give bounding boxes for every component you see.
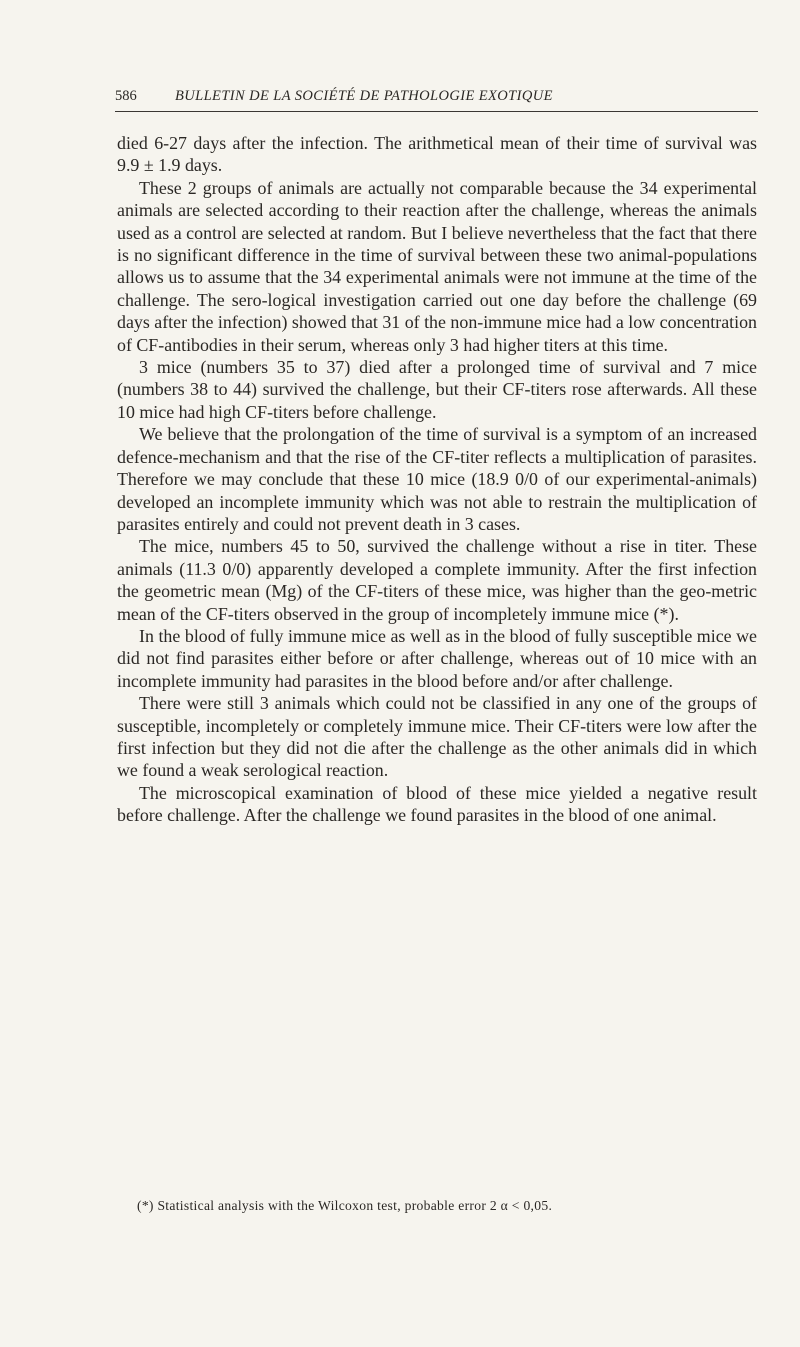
paragraph: We believe that the prolongation of the time of survival is a symptom of an increased defence-mechanism and that the rise of the CF-titer reflects a multiplication of parasites. Therefore we may conclude that these 10 mice (18.9 0/0 of our experimental-animals) developed an incomplete immunity which was not able to restrain the multiplication of parasites entirely and could not prevent death in 3 cases.	[117, 424, 757, 534]
footnote: (*) Statistical analysis with the Wilcoxon test, probable error 2 α < 0,05.	[137, 1198, 553, 1213]
paragraph: In the blood of fully immune mice as well as in the blood of fully susceptible mice we did not find parasites either before or after challenge, whereas out of 10 mice with an incomplete immunity had parasites in the blood before and/or after challenge.	[117, 625, 757, 691]
paragraph: died 6-27 days after the infection. The arithmetical mean of their time of survival was 9.9 ± 1.9 days.	[117, 133, 757, 176]
body-text	[117, 132, 757, 827]
page-header	[115, 88, 758, 112]
paragraph: The microscopical examination of blood of these mice yielded a negative result before challenge. After the challenge we found parasites in the blood of one animal.	[117, 782, 757, 826]
page-number: 586	[115, 88, 137, 104]
paragraph: These 2 groups of animals are actually not comparable because the 34 experimental animals are selected according to their reaction after the challenge, whereas the animals used as a control are selected at random. But I believe nevertheless that the fact that there is no significant difference in the time of survival between these two animal-populations allows us to assume that the 34 experimental animals were not immune at the time of the challenge. The sero-logical investigation carried out one day before the challenge (69 days after the infection) showed that 31 of the non-immune mice had a low concentration of CF-antibodies in their serum, whereas only 3 had higher titers at this time.	[117, 177, 757, 355]
paragraph: There were still 3 animals which could not be classified in any one of the groups of susceptible, incompletely or completely immune mice. Their CF-titers were low after the first infection but they did not die after the challenge as the other animals did in which we found a weak serological reaction.	[117, 693, 757, 781]
paragraph: 3 mice (numbers 35 to 37) died after a prolonged time of survival and 7 mice (numbers 38 to 44) survived the challenge, but their CF-titers rose afterwards. All these 10 mice had high CF-titers before challenge.	[117, 357, 757, 422]
running-title: BULLETIN DE LA SOCIÉTÉ DE PATHOLOGIE EXOTIQUE	[175, 88, 553, 104]
paragraph: The mice, numbers 45 to 50, survived the challenge without a rise in titer. These animals (11.3 0/0) apparently developed a complete immunity. After the first infection the geometric mean (Mg) of the CF-titers of these mice, was higher than the geo-metric mean of the CF-titers observed in the group of incompletely immune mice (*).	[117, 536, 757, 624]
